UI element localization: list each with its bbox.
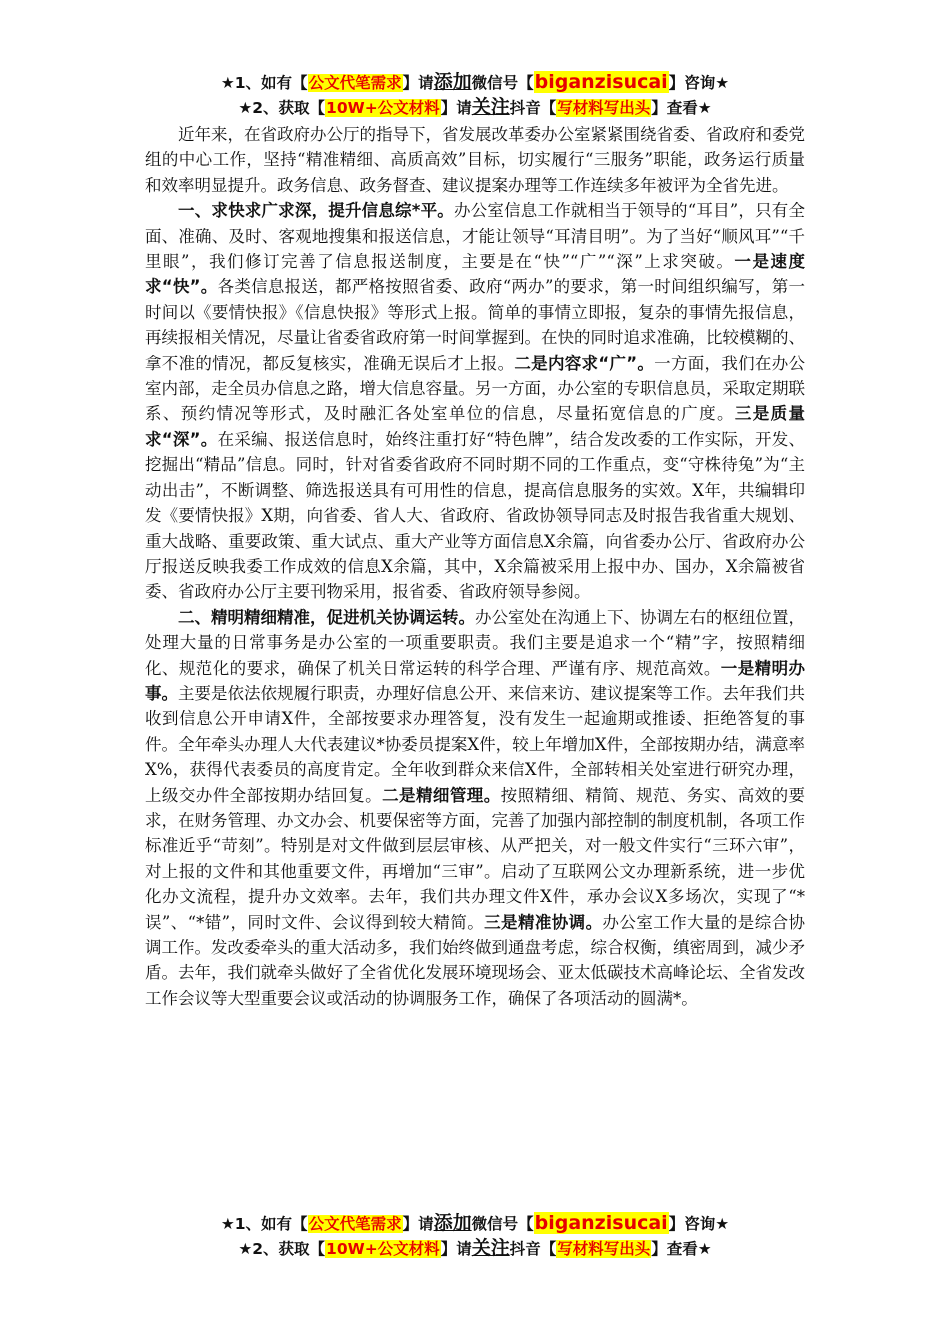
banner-highlight: 10W+公文材料 <box>326 99 440 117</box>
banner-text: 】查看★ <box>651 99 712 117</box>
paragraph-text: 近年来，在省政府办公厅的指导下，省发展改革委办公室紧紧围绕省委、省政府和委党组的中心工作，坚持“精准精细、高质高效”目标，切实履行“三服务”职能，政务运行质量和效率明显提升。政务信息、政务督查、建议提案办理等工作连续多年被评为全省先进。 <box>145 125 805 195</box>
banner-highlight: 10W+公文材料 <box>326 1240 440 1258</box>
banner-text: ★2、获取【 <box>238 99 326 117</box>
banner-emphasis: 关注 <box>471 96 510 118</box>
banner-emphasis: 添加 <box>433 1212 472 1234</box>
banner-highlight: 公文代笔需求 <box>308 1215 402 1233</box>
section-1-paragraph <box>145 198 805 605</box>
document-body <box>145 122 805 1011</box>
top-promo-banner <box>0 70 950 120</box>
paragraph-text: 在采编、报送信息时，始终注重打好“特色牌”，结合发改委的工作实际，开发、挖掘出“精品”信息。同时，针对省委省政府不同时期不同的工作重点，变“守株待兔”为“主动出击”，不断调整、筛选报送具有可用性的信息，提高信息服务的实效。X年，共编辑印发《要情快报》X期，向省委、省人大、省政府、省政协领导同志及时报告我省重大规划、重大战略、重要政策、重大试点、重大产业等方面信息X余篇，向省委办公厅、省政府办公厅报送反映我委工作成效的信息X余篇，其中，X余篇被采用上报中办、国办，X余篇被省委、省政府办公厅主要刊物采用，报省委、省政府领导参阅。 <box>145 429 805 602</box>
banner-text: 】请 <box>440 1240 472 1258</box>
banner-emphasis: 添加 <box>433 71 472 93</box>
banner-text: ★1、如有【 <box>220 1215 308 1233</box>
paragraph-text: 一方面，我们在办公室内部，走全员办信息之路，增大信息容量。另一方面，办公室的专职信息员，采取定期联系、预约情况等形式，及时融汇各处室单位的信息，尽量拓宽信息的广度。 <box>145 353 805 424</box>
banner-text: 】请 <box>402 74 434 92</box>
paragraph-text: 各类信息报送，都严格按照省委、政府“两办”的要求，第一时间组织编写，第一时间以《要情快报》《信息快报》等形式上报。简单的事情立即报，复杂的事情先报信息，再续报相关情况，尽量让省委省政府第一时间掌握到。在快的同时追求准确，比较模糊的、拿不准的情况，都反复核实，准确无误后才上报。 <box>145 277 805 373</box>
banner-douyin-id: 写材料写出头 <box>557 99 651 117</box>
intro-paragraph <box>145 122 805 198</box>
banner-wechat-id: biganzisucai <box>534 1212 668 1234</box>
keypoint-heading: 一是精明办事。 <box>145 658 806 703</box>
banner-text: 】咨询★ <box>668 1215 730 1233</box>
section-1-heading: 一、求快求广求深，提升信息综*平。 <box>178 201 454 221</box>
banner-line-1 <box>0 1211 950 1236</box>
banner-wechat-id: biganzisucai <box>534 71 668 93</box>
banner-text: 微信号【 <box>471 74 534 92</box>
keypoint-heading: 一是速度求“快”。 <box>145 252 805 297</box>
banner-text: 抖音【 <box>509 99 557 117</box>
section-2-paragraph <box>145 605 805 1012</box>
keypoint-heading: 三是精准协调。 <box>484 912 603 932</box>
banner-line-2 <box>0 95 950 120</box>
paragraph-text: 办公室工作大量的是综合协调工作。发改委牵头的重大活动多，我们始终做到通盘考虑，综合权衡，缜密周到，减少矛盾。去年，我们就牵头做好了全省优化发展环境现场会、亚太低碳技术高峰论坛、全省发改工作会议等大型重要会议或活动的协调服务工作，确保了各项活动的圆满*。 <box>145 912 806 1008</box>
banner-text: 】请 <box>402 1215 434 1233</box>
keypoint-heading: 二是内容求“广”。 <box>514 353 655 373</box>
banner-text: 】查看★ <box>651 1240 712 1258</box>
keypoint-heading: 三是质量求“深”。 <box>145 404 805 449</box>
paragraph-text: 主要是依法依规履行职责，办理好信息公开、来信来访、建议提案等工作。去年我们共收到信息公开申请X件，全部按要求办理答复，没有发生一起逾期或推诿、拒绝答复的事件。全年牵头办理人大代表建议*协委员提案X件，较上年增加X件，全部按期办结，满意率X%，获得代表委员的高度肯定。全年收到群众来信X件，全部转相关处室进行研究办理，上级交办件全部按期办结回复。 <box>145 683 805 805</box>
banner-highlight: 公文代笔需求 <box>308 74 402 92</box>
section-2-heading: 二、精明精细精准，促进机关协调运转。 <box>178 607 475 627</box>
paragraph-text: 办公室信息工作就相当于领导的“耳目”，只有全面、准确、及时、客观地搜集和报送信息，才能让领导“耳清目明”。为了当好“顺风耳”“千里眼”，我们修订完善了信息报送制度，主要是在“快”“广”“深”上求突破。 <box>145 201 805 272</box>
banner-text: ★2、获取【 <box>238 1240 326 1258</box>
banner-line-1 <box>0 70 950 95</box>
banner-text: 微信号【 <box>471 1215 534 1233</box>
keypoint-heading: 二是精细管理。 <box>382 785 501 805</box>
banner-douyin-id: 写材料写出头 <box>557 1240 651 1258</box>
banner-text: 】请 <box>440 99 472 117</box>
banner-text: ★1、如有【 <box>220 74 308 92</box>
paragraph-text: 按照精细、精简、规范、务实、高效的要求，在财务管理、办文办会、机要保密等方面，完善了加强内部控制的制度机制，各项工作标准近乎“苛刻”。特别是对文件做到层层审核、从严把关，对一般文件实行“三环六审”，对上报的文件和其他重要文件，再增加“三审”。启动了互联网公文办理新系统，进一步优化办文流程，提升办文效率。去年，我们共办理文件X件，承办会议X多场次，实现了“*误”、“*错”，同时文件、会议得到较大精简。 <box>145 785 806 932</box>
banner-text: 】咨询★ <box>668 74 730 92</box>
banner-emphasis: 关注 <box>471 1237 510 1259</box>
paragraph-text: 办公室处在沟通上下、协调左右的枢纽位置，处理大量的日常事务是办公室的一项重要职责。我们主要是追求一个“精”字，按照精细化、规范化的要求，确保了机关日常运转的科学合理、严谨有序、规范高效。 <box>145 607 805 678</box>
bottom-promo-banner <box>0 1211 950 1261</box>
banner-line-2 <box>0 1236 950 1261</box>
banner-text: 抖音【 <box>509 1240 557 1258</box>
